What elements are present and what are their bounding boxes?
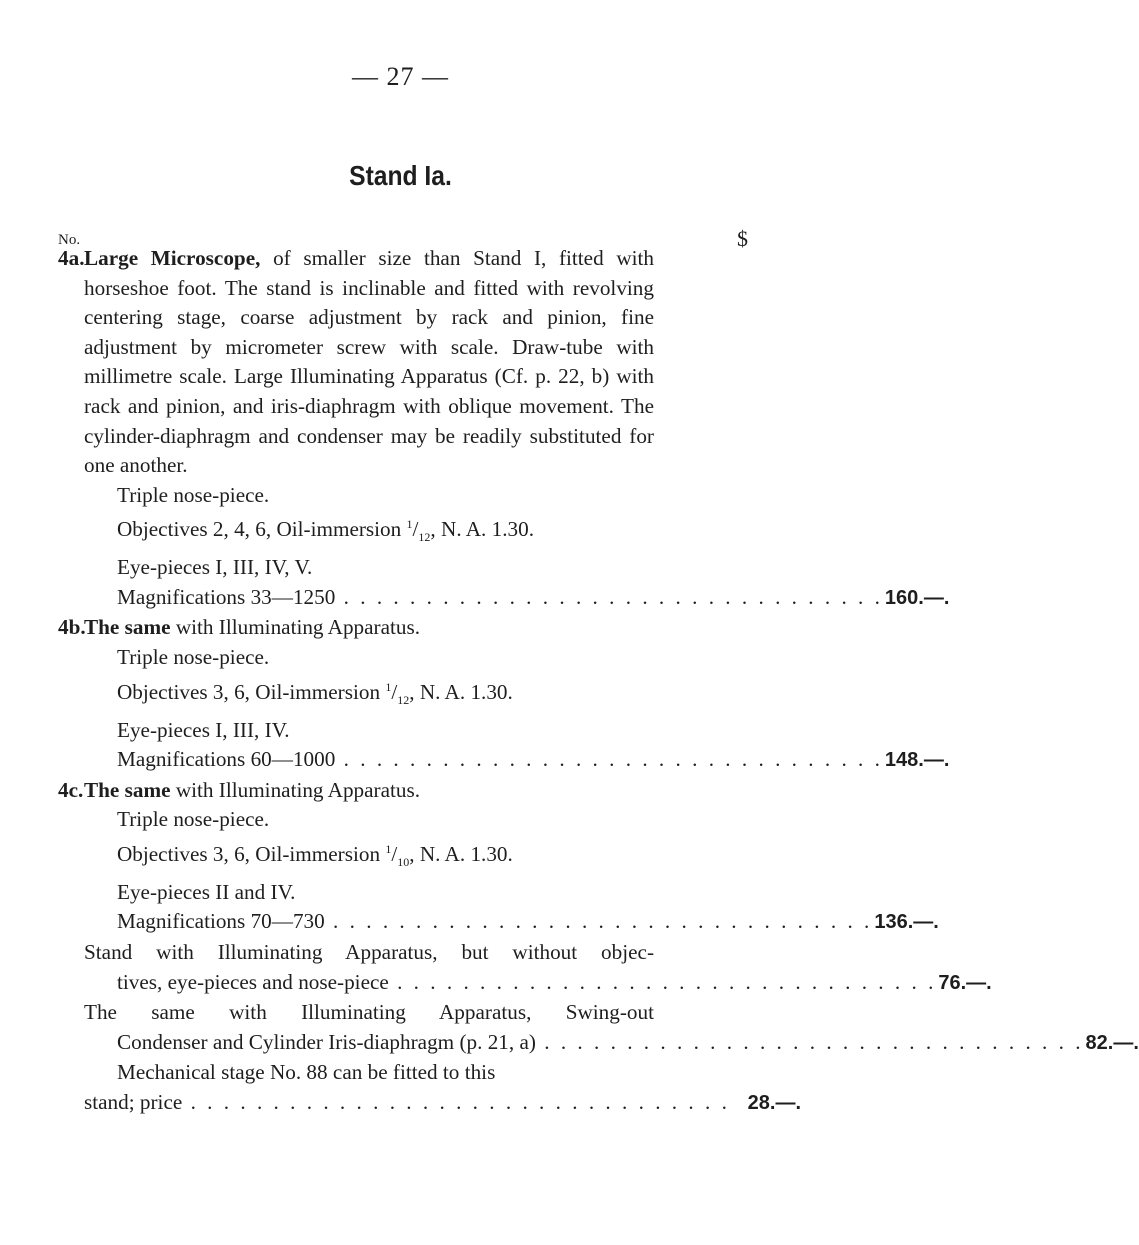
entry-lead: Large Microscope, — [84, 246, 261, 270]
objectives-aperture: , N. A. 1.30. — [409, 841, 513, 866]
entry-4b — [0, 613, 950, 775]
entry-line: Mechanical stage No. 88 can be fitted to this — [117, 1060, 496, 1085]
objectives-text: Objectives 2, 4, 6, Oil-immersion — [117, 517, 402, 542]
column-header-currency: $ — [737, 226, 748, 251]
fraction-denominator: 12 — [418, 530, 431, 545]
leader-dots: . . . . . . . . . . . . . . . . . . . . . . . . . . . . . . . . . — [324, 909, 873, 934]
entry-lead: The same — [84, 777, 171, 802]
eyepieces-line: Eye-pieces I, III, IV. — [117, 717, 290, 742]
magnifications-row — [117, 907, 939, 938]
nosepiece-line: Triple nose-piece. — [117, 807, 270, 832]
nosepiece-line: Triple nose-piece. — [117, 645, 270, 670]
leader-dots: . . . . . . . . . . . . . . . . . . . . . . . . . . . . . . . . . — [182, 1089, 730, 1114]
entry-stand-without-objectives — [84, 938, 992, 998]
price: 76.—. — [938, 971, 992, 994]
entry-4a — [0, 244, 950, 613]
price: 82.—. — [1085, 1031, 1139, 1054]
entry-id: 4a. — [58, 246, 85, 270]
objectives-line — [117, 673, 654, 716]
magnifications-row — [117, 583, 950, 614]
price: 136.—. — [874, 911, 939, 934]
price: 148.—. — [884, 749, 950, 772]
entry-line: tives, eye-pieces and nose-piece — [117, 969, 389, 994]
entry-line: stand; price — [84, 1089, 183, 1114]
magnifications-row — [117, 745, 950, 776]
entry-description — [84, 244, 654, 481]
immersion-fraction: $^1/_{12}$ — [385, 679, 410, 707]
entry-price-row — [84, 1028, 1139, 1059]
entry-price-row — [84, 968, 992, 999]
entry-id: 4c. — [58, 777, 84, 802]
catalogue-entries — [0, 244, 1139, 1119]
nosepiece-line: Triple nose-piece. — [117, 482, 270, 507]
fraction-numerator: 1 — [406, 517, 413, 532]
entry-mechanical-stage — [84, 1058, 801, 1118]
leader-dots: . . . . . . . . . . . . . . . . . . . . . . . . . . . . . . . . . — [335, 584, 883, 609]
entry-4c — [0, 776, 939, 938]
fraction-denominator: 10 — [397, 855, 410, 870]
entry-id: 4b. — [58, 615, 86, 640]
objectives-aperture: , N. A. 1.30. — [409, 679, 513, 704]
entry-price-row — [84, 1088, 801, 1119]
objectives-text: Objectives 3, 6, Oil-immersion — [117, 841, 381, 866]
entry-line: Stand with Illuminating Apparatus, but without objec- — [84, 939, 654, 964]
immersion-fraction: $^1/_{12}$ — [406, 517, 431, 545]
price: 28.—. — [747, 1091, 801, 1114]
fraction-numerator: 1 — [385, 841, 392, 856]
magnifications-text: Magnifications 33—1250 — [117, 584, 336, 609]
entry-swing-out-condenser — [84, 998, 1139, 1058]
leader-dots: . . . . . . . . . . . . . . . . . . . . . . . . . . . . . . . . . — [335, 747, 883, 772]
entry-lead: The same — [84, 615, 171, 640]
magnifications-text: Magnifications 60—1000 — [117, 747, 336, 772]
eyepieces-line: Eye-pieces II and IV. — [117, 879, 296, 904]
entry-description — [84, 776, 654, 806]
objectives-text: Objectives 3, 6, Oil-immersion — [117, 679, 381, 704]
entry-description-text: with Illuminating Apparatus. — [175, 615, 421, 640]
price: 160.—. — [884, 586, 950, 609]
page-number: — 27 — — [352, 62, 449, 91]
column-header-no: No. — [58, 232, 81, 248]
entry-line: The same with Illuminating Apparatus, Swing-out — [84, 1000, 654, 1025]
objectives-aperture: , N. A. 1.30. — [430, 517, 535, 542]
immersion-fraction: $^1/_{10}$ — [385, 841, 410, 870]
eyepieces-line: Eye-pieces I, III, IV, V. — [117, 555, 313, 580]
leader-dots: . . . . . . . . . . . . . . . . . . . . . . . . . . . . . . . . . — [388, 969, 937, 994]
entry-line: Condenser and Cylinder Iris-diaphragm (p. 21, a) — [117, 1029, 536, 1054]
entry-description-text: of smaller size than Stand I, fitted with horseshoe foot. The stand is inclinable and fitted with revolving centering stage, coarse adjustment by rack and pinion, fine adjustment by micrometer screw with scale. Draw-tube with millimetre scale. Large Illuminating Apparatus (Cf. p. 22, b) with rack and pinion, and iris-diaphragm with oblique movement. The cylinder-diaphragm and condenser may be readily substituted for one another. — [84, 246, 654, 478]
magnifications-text: Magnifications 70—730 — [117, 909, 325, 934]
entry-description — [84, 613, 654, 643]
fraction-denominator: 12 — [397, 692, 410, 707]
objectives-line — [117, 835, 654, 878]
entry-description-text: with Illuminating Apparatus. — [175, 777, 421, 802]
objectives-line — [117, 510, 654, 553]
fraction-numerator: 1 — [385, 679, 392, 694]
leader-dots: . . . . . . . . . . . . . . . . . . . . . . . . . . . . . . . . . — [535, 1029, 1084, 1054]
page-title: Stand Ia. — [349, 160, 452, 191]
